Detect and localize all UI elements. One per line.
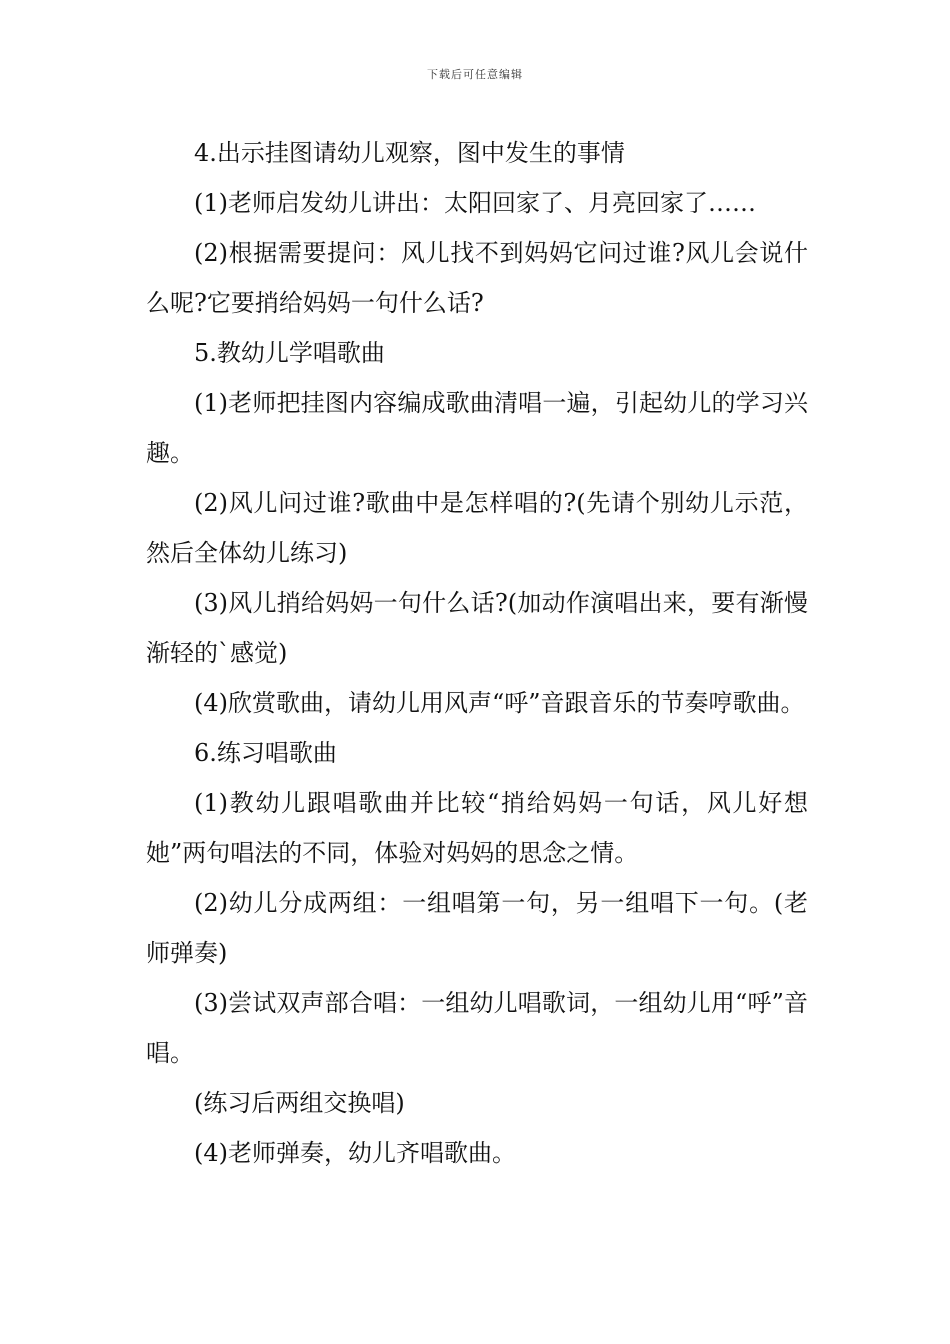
- paragraph-step-5-4: (4)欣赏歌曲，请幼儿用风声“呼”音跟音乐的节奏哼歌曲。: [194, 689, 805, 717]
- paragraph-step-5-2: (2)风儿问过谁?歌曲中是怎样唱的?(先请个别幼儿示范，然后全体幼儿练习): [146, 489, 808, 567]
- paragraph-step-6: 6.练习唱歌曲: [194, 739, 337, 767]
- paragraph-step-6-3: (3)尝试双声部合唱：一组幼儿唱歌词，一组幼儿用“呼”音唱。: [146, 989, 808, 1067]
- page-header-note: 下载后可任意编辑: [427, 68, 523, 81]
- paragraph-step-6-2: (2)幼儿分成两组：一组唱第一句，另一组唱下一句。(老师弹奏): [146, 889, 808, 967]
- document-body: [146, 128, 808, 1178]
- paragraph-step-6-4: (4)老师弹奏，幼儿齐唱歌曲。: [194, 1139, 516, 1167]
- paragraph-step-5: 5.教幼儿学唱歌曲: [194, 339, 385, 367]
- paragraph-step-5-3: (3)风儿捎给妈妈一句什么话?(加动作演唱出来，要有渐慢渐轻的`感觉): [146, 589, 808, 667]
- paragraph-step-6-3-note: (练习后两组交换唱): [194, 1089, 405, 1117]
- paragraph-step-6-1: (1)教幼儿跟唱歌曲并比较“捎给妈妈一句话，风儿好想她”两句唱法的不同，体验对妈妈的思念之情。: [146, 789, 808, 867]
- paragraph-step-4: 4.出示挂图请幼儿观察，图中发生的事情: [194, 139, 625, 167]
- paragraph-step-4-1: (1)老师启发幼儿讲出：太阳回家了、月亮回家了……: [194, 189, 756, 217]
- paragraph-step-5-1: (1)老师把挂图内容编成歌曲清唱一遍，引起幼儿的学习兴趣。: [146, 389, 808, 467]
- paragraph-step-4-2: (2)根据需要提问：风儿找不到妈妈它问过谁?风儿会说什么呢?它要捎给妈妈一句什么话?: [146, 239, 808, 317]
